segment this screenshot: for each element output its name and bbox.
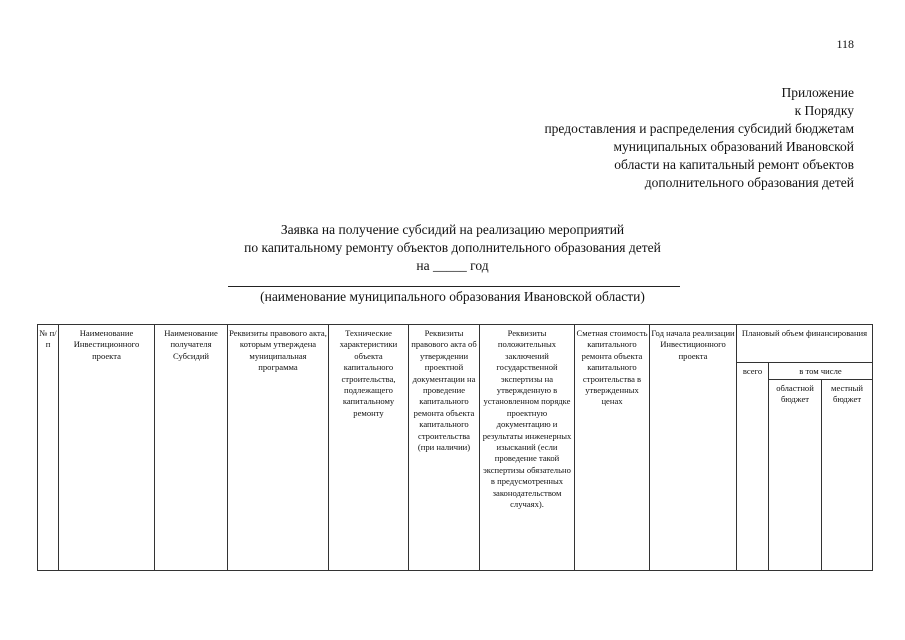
title-line-1: Заявка на получение субсидий на реализацию мероприятий <box>280 222 625 237</box>
header-total: всего <box>737 362 769 570</box>
appendix-line: к Порядку <box>794 103 854 118</box>
header-program-act: Реквизиты правового акта, которым утверждена муниципальная программа <box>228 325 329 571</box>
appendix-block <box>434 84 854 192</box>
header-technical-characteristics: Технические характеристики объекта капитального строительства, подлежащего капитальному ремонту <box>329 325 409 571</box>
header-including: в том числе <box>769 362 873 379</box>
municipality-name-caption: (наименование муниципального образования Ивановской области) <box>260 289 645 304</box>
appendix-line: предоставления и распределения субсидий бюджетам <box>544 121 854 136</box>
header-local-budget: местный бюджет <box>822 379 873 570</box>
header-planned-financing: Плановый объем финансирования <box>737 325 873 363</box>
header-regional-budget: областной бюджет <box>769 379 822 570</box>
header-estimated-cost: Сметная стоимость капитального ремонта объекта капитального строительства в утвержденных ценах <box>575 325 650 571</box>
page-number: 118 <box>836 37 854 51</box>
application-table <box>37 324 873 571</box>
header-design-doc-act: Реквизиты правового акта об утверждении проектной документации на проведение капитального ремонта объекта капитального строительства (при наличии) <box>409 325 480 571</box>
appendix-line: дополнительного образования детей <box>644 175 854 190</box>
document-title <box>180 221 725 275</box>
header-number: № п/п <box>38 325 59 571</box>
header-expertise-details: Реквизиты положительных заключений государственной экспертизы на утвержденную в установленном порядке проектную документацию и результаты инженерных изысканий (если проведение такой экспертизы обязательно в предусмотренных законодательством случаях). <box>480 325 575 571</box>
header-recipient-name: Наименование получателя Субсидий <box>155 325 228 571</box>
title-line-2: по капитальному ремонту объектов дополнительного образования детей <box>244 240 661 255</box>
header-start-year: Год начала реализации Инвестиционного проекта <box>650 325 737 571</box>
title-line-3: на _____ год <box>416 258 489 273</box>
header-project-name: Наименование Инвестиционного проекта <box>59 325 155 571</box>
appendix-line: области на капитальный ремонт объектов <box>614 157 854 172</box>
appendix-line: муниципальных образований Ивановской <box>613 139 854 154</box>
municipality-name-line <box>228 286 680 287</box>
appendix-line: Приложение <box>781 85 854 100</box>
